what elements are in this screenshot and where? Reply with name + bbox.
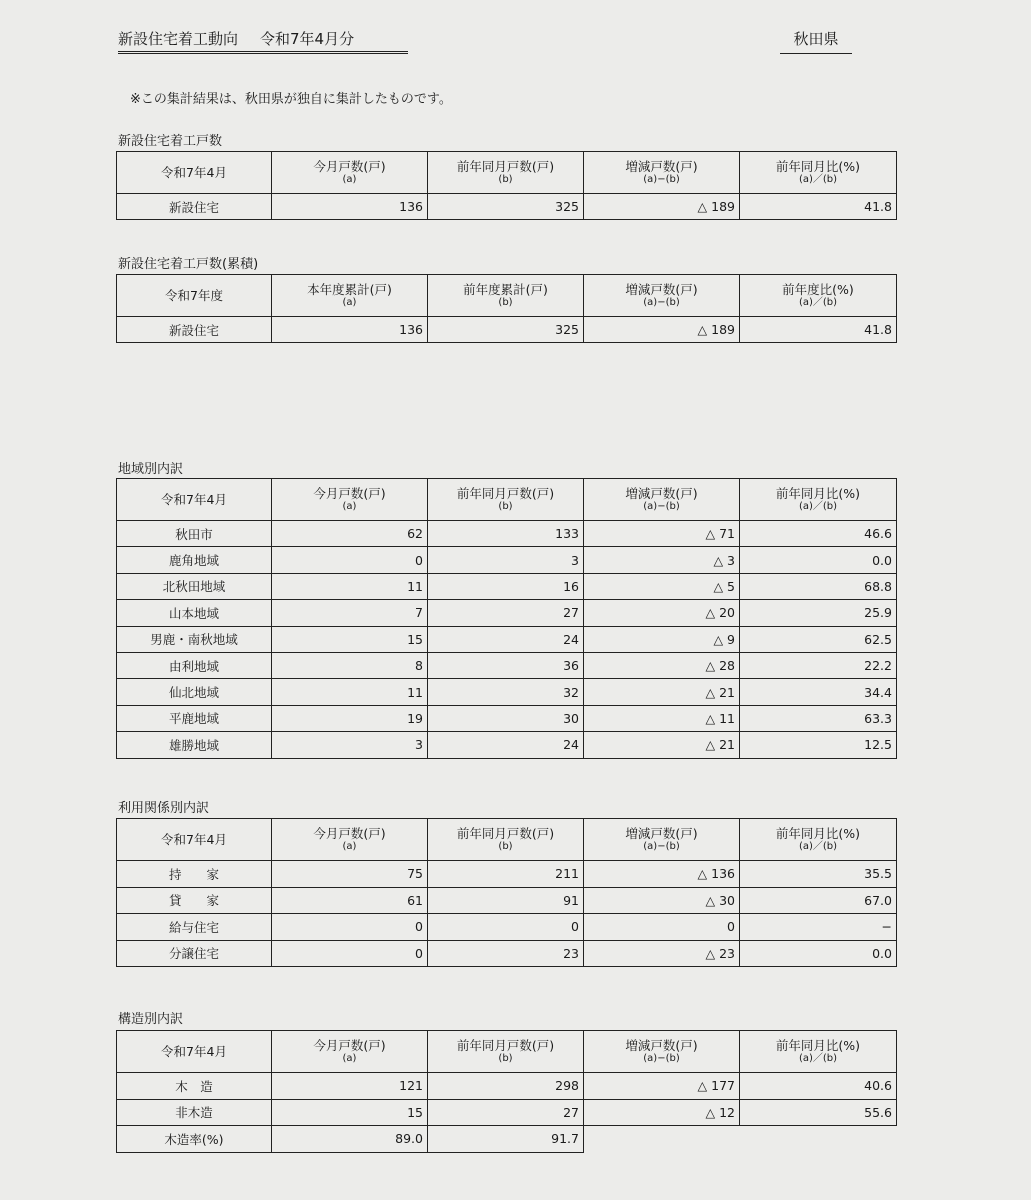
column-header-label: 令和7年4月 bbox=[161, 831, 227, 847]
table-row bbox=[117, 705, 897, 731]
column-header-label: 増減戸数(戸) bbox=[625, 826, 698, 841]
table-row bbox=[117, 652, 897, 678]
column-header bbox=[117, 479, 272, 521]
table-cell: △ 177 bbox=[584, 1073, 740, 1100]
table-cell: 25.9 bbox=[740, 600, 897, 626]
table-cell: △ 11 bbox=[584, 705, 740, 731]
column-header-label: 前年同月戸数(戸) bbox=[456, 826, 555, 841]
table-row bbox=[117, 317, 897, 343]
column-header-label: 今月戸数(戸) bbox=[313, 486, 386, 501]
table-cell: △ 136 bbox=[584, 861, 740, 888]
row-label: 山本地域 bbox=[117, 600, 272, 626]
table-cell: 325 bbox=[428, 194, 584, 220]
column-header-label: 前年度累計(戸) bbox=[463, 282, 548, 297]
row-label: 平鹿地域 bbox=[117, 705, 272, 731]
table-cell: 11 bbox=[272, 573, 428, 599]
column-header-label: 増減戸数(戸) bbox=[625, 486, 698, 501]
column-header bbox=[584, 1031, 740, 1073]
table-cell: 36 bbox=[428, 652, 584, 678]
column-header-label: 前年同月比(%) bbox=[775, 486, 861, 501]
section-title: 新設住宅着工戸数(累積) bbox=[118, 257, 259, 272]
table-cell: 136 bbox=[272, 317, 428, 343]
table-cell: △ 21 bbox=[584, 732, 740, 758]
row-label: 持 家 bbox=[117, 861, 272, 888]
table-cell: 0 bbox=[428, 914, 584, 941]
column-header bbox=[740, 1031, 897, 1073]
column-header bbox=[428, 1031, 584, 1073]
table-row bbox=[117, 940, 897, 967]
table-header-row bbox=[117, 1031, 897, 1073]
column-header-label: 前年同月比(%) bbox=[775, 826, 861, 841]
table-cell: 22.2 bbox=[740, 652, 897, 678]
table-cell: 0 bbox=[272, 547, 428, 573]
table-cell: 3 bbox=[428, 547, 584, 573]
row-label: 北秋田地域 bbox=[117, 573, 272, 599]
table-cell: 12.5 bbox=[740, 732, 897, 758]
table-cell: 91 bbox=[428, 887, 584, 914]
column-header bbox=[272, 152, 428, 194]
column-header-formula: (a)／(b) bbox=[798, 501, 838, 512]
column-header-formula: (a) bbox=[342, 841, 357, 852]
column-header-formula: (a)／(b) bbox=[798, 841, 838, 852]
table-cell: 35.5 bbox=[740, 861, 897, 888]
row-label: 新設住宅 bbox=[117, 317, 272, 343]
column-header-formula: (a) bbox=[342, 297, 357, 308]
column-header-label: 今月戸数(戸) bbox=[313, 826, 386, 841]
table-header-row bbox=[117, 275, 897, 317]
column-header bbox=[117, 152, 272, 194]
table-cell: 27 bbox=[428, 1099, 584, 1126]
table-row bbox=[117, 547, 897, 573]
column-header-formula: (a)−(b) bbox=[643, 841, 680, 852]
table-cell: 75 bbox=[272, 861, 428, 888]
column-header-label: 令和7年4月 bbox=[161, 1043, 227, 1059]
table-cell: 41.8 bbox=[740, 317, 897, 343]
data-table bbox=[116, 1030, 897, 1153]
column-header-formula: (a)／(b) bbox=[798, 297, 838, 308]
column-header bbox=[117, 1031, 272, 1073]
section-title: 構造別内訳 bbox=[118, 1012, 184, 1027]
column-header-formula: (b) bbox=[498, 174, 513, 185]
table-row bbox=[117, 732, 897, 758]
column-header-label: 前年同月戸数(戸) bbox=[456, 159, 555, 174]
table-cell: 24 bbox=[428, 626, 584, 652]
column-header-label: 令和7年4月 bbox=[161, 491, 227, 507]
table-cell: 23 bbox=[428, 940, 584, 967]
column-header bbox=[740, 275, 897, 317]
table-cell: △ 28 bbox=[584, 652, 740, 678]
table-row bbox=[117, 600, 897, 626]
table-cell: 3 bbox=[272, 732, 428, 758]
column-header-label: 前年同月比(%) bbox=[775, 159, 861, 174]
table-cell: △ 12 bbox=[584, 1099, 740, 1126]
table-header-row bbox=[117, 819, 897, 861]
column-header-formula: (a) bbox=[342, 1053, 357, 1064]
column-header bbox=[740, 152, 897, 194]
column-header-formula: (a) bbox=[342, 174, 357, 185]
title-period: 令和7年4月分 bbox=[260, 30, 355, 48]
table-cell: 8 bbox=[272, 652, 428, 678]
column-header bbox=[584, 275, 740, 317]
column-header bbox=[428, 819, 584, 861]
column-header-formula: (a)−(b) bbox=[643, 297, 680, 308]
table-row bbox=[117, 887, 897, 914]
table-cell: 19 bbox=[272, 705, 428, 731]
column-header-formula: (a)／(b) bbox=[798, 174, 838, 185]
table-cell: 68.8 bbox=[740, 573, 897, 599]
table-row bbox=[117, 1073, 897, 1100]
table-cell: 89.0 bbox=[272, 1126, 428, 1153]
table-cell bbox=[584, 1126, 740, 1153]
table-row bbox=[117, 861, 897, 888]
column-header-label: 令和7年度 bbox=[165, 287, 223, 303]
data-table bbox=[116, 478, 897, 759]
column-header-label: 令和7年4月 bbox=[161, 164, 227, 180]
table-cell: △ 189 bbox=[584, 317, 740, 343]
row-label: 男鹿・南秋地域 bbox=[117, 626, 272, 652]
row-label: 貸 家 bbox=[117, 887, 272, 914]
column-header bbox=[428, 152, 584, 194]
table-cell bbox=[740, 1126, 897, 1153]
table-cell: △ 30 bbox=[584, 887, 740, 914]
row-label: 木 造 bbox=[117, 1073, 272, 1100]
column-header-formula: (b) bbox=[498, 501, 513, 512]
column-header bbox=[428, 479, 584, 521]
table-cell: △ 189 bbox=[584, 194, 740, 220]
table-row bbox=[117, 194, 897, 220]
column-header-label: 今月戸数(戸) bbox=[313, 1038, 386, 1053]
column-header bbox=[740, 479, 897, 521]
table-cell: △ 20 bbox=[584, 600, 740, 626]
row-label: 木造率(%) bbox=[117, 1126, 272, 1153]
table-row bbox=[117, 1126, 897, 1153]
table-cell: 211 bbox=[428, 861, 584, 888]
table-cell: 24 bbox=[428, 732, 584, 758]
column-header-formula: (a) bbox=[342, 501, 357, 512]
table-cell: 32 bbox=[428, 679, 584, 705]
column-header-formula: (b) bbox=[498, 297, 513, 308]
column-header bbox=[117, 275, 272, 317]
row-label: 新設住宅 bbox=[117, 194, 272, 220]
table-cell: 133 bbox=[428, 521, 584, 547]
table-cell: 298 bbox=[428, 1073, 584, 1100]
table-cell: 41.8 bbox=[740, 194, 897, 220]
table-cell: 62 bbox=[272, 521, 428, 547]
column-header-formula: (a)−(b) bbox=[643, 501, 680, 512]
column-header-label: 本年度累計(戸) bbox=[307, 282, 392, 297]
table-cell: 16 bbox=[428, 573, 584, 599]
table-row bbox=[117, 521, 897, 547]
column-header bbox=[428, 275, 584, 317]
column-header bbox=[584, 152, 740, 194]
table-row bbox=[117, 679, 897, 705]
data-table bbox=[116, 151, 897, 220]
column-header-label: 増減戸数(戸) bbox=[625, 1038, 698, 1053]
column-header-formula: (a)−(b) bbox=[643, 1053, 680, 1064]
column-header-label: 増減戸数(戸) bbox=[625, 159, 698, 174]
title-text: 新設住宅着工動向 bbox=[118, 30, 239, 48]
table-row bbox=[117, 914, 897, 941]
section-title: 新設住宅着工戸数 bbox=[118, 134, 223, 149]
column-header bbox=[272, 819, 428, 861]
row-label: 給与住宅 bbox=[117, 914, 272, 941]
table-cell: 15 bbox=[272, 1099, 428, 1126]
table-cell: 136 bbox=[272, 194, 428, 220]
column-header bbox=[584, 819, 740, 861]
table-cell: 11 bbox=[272, 679, 428, 705]
column-header-formula: (b) bbox=[498, 841, 513, 852]
table-cell: 15 bbox=[272, 626, 428, 652]
table-cell: − bbox=[740, 914, 897, 941]
table-cell: 0.0 bbox=[740, 940, 897, 967]
column-header-label: 増減戸数(戸) bbox=[625, 282, 698, 297]
row-label: 鹿角地域 bbox=[117, 547, 272, 573]
column-header bbox=[117, 819, 272, 861]
table-cell: 121 bbox=[272, 1073, 428, 1100]
section-title: 利用関係別内訳 bbox=[118, 801, 210, 816]
document-title bbox=[118, 28, 408, 54]
table-cell: △ 21 bbox=[584, 679, 740, 705]
table-cell: 325 bbox=[428, 317, 584, 343]
column-header-label: 今月戸数(戸) bbox=[313, 159, 386, 174]
row-label: 秋田市 bbox=[117, 521, 272, 547]
table-cell: △ 9 bbox=[584, 626, 740, 652]
table-cell: 55.6 bbox=[740, 1099, 897, 1126]
table-row bbox=[117, 626, 897, 652]
column-header-formula: (b) bbox=[498, 1053, 513, 1064]
table-row bbox=[117, 573, 897, 599]
column-header-formula: (a)−(b) bbox=[643, 174, 680, 185]
table-cell: 7 bbox=[272, 600, 428, 626]
column-header bbox=[584, 479, 740, 521]
table-cell: 0 bbox=[272, 940, 428, 967]
table-cell: 46.6 bbox=[740, 521, 897, 547]
column-header-label: 前年同月比(%) bbox=[775, 1038, 861, 1053]
table-cell: 91.7 bbox=[428, 1126, 584, 1153]
table-cell: △ 23 bbox=[584, 940, 740, 967]
table-cell: △ 71 bbox=[584, 521, 740, 547]
column-header bbox=[272, 1031, 428, 1073]
column-header-label: 前年同月戸数(戸) bbox=[456, 486, 555, 501]
row-label: 仙北地域 bbox=[117, 679, 272, 705]
row-label: 分譲住宅 bbox=[117, 940, 272, 967]
table-cell: 67.0 bbox=[740, 887, 897, 914]
table-row bbox=[117, 1099, 897, 1126]
column-header bbox=[740, 819, 897, 861]
table-cell: 62.5 bbox=[740, 626, 897, 652]
column-header-formula: (a)／(b) bbox=[798, 1053, 838, 1064]
table-cell: 63.3 bbox=[740, 705, 897, 731]
row-label: 雄勝地域 bbox=[117, 732, 272, 758]
data-table bbox=[116, 274, 897, 343]
table-cell: 30 bbox=[428, 705, 584, 731]
note-text: ※この集計結果は、秋田県が独自に集計したものです。 bbox=[130, 92, 452, 107]
prefecture-label: 秋田県 bbox=[780, 28, 852, 54]
row-label: 非木造 bbox=[117, 1099, 272, 1126]
table-cell: △ 5 bbox=[584, 573, 740, 599]
column-header bbox=[272, 479, 428, 521]
column-header bbox=[272, 275, 428, 317]
table-cell: 0 bbox=[584, 914, 740, 941]
table-cell: 61 bbox=[272, 887, 428, 914]
table-header-row bbox=[117, 152, 897, 194]
table-cell: 0.0 bbox=[740, 547, 897, 573]
table-cell: 0 bbox=[272, 914, 428, 941]
table-cell: 27 bbox=[428, 600, 584, 626]
table-header-row bbox=[117, 479, 897, 521]
data-table bbox=[116, 818, 897, 967]
row-label: 由利地域 bbox=[117, 652, 272, 678]
table-cell: △ 3 bbox=[584, 547, 740, 573]
column-header-label: 前年同月戸数(戸) bbox=[456, 1038, 555, 1053]
table-cell: 40.6 bbox=[740, 1073, 897, 1100]
section-title: 地域別内訳 bbox=[118, 462, 184, 477]
table-cell: 34.4 bbox=[740, 679, 897, 705]
column-header-label: 前年度比(%) bbox=[782, 282, 854, 297]
